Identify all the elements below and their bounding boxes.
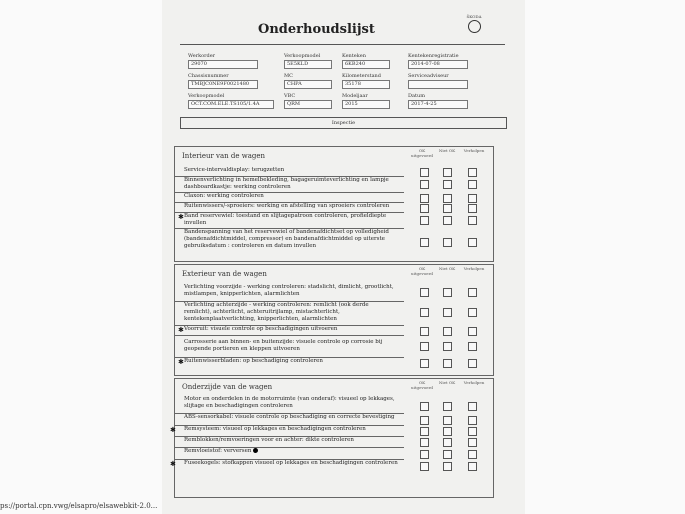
checkbox[interactable] — [468, 204, 477, 213]
priority-star-icon: ✱ — [178, 213, 184, 221]
checkbox[interactable] — [468, 359, 477, 368]
checkbox[interactable] — [420, 359, 429, 368]
checkbox[interactable] — [443, 180, 452, 189]
checklist-row: Band reservewiel: toestand en slijtagepatroon controleren, profieldiepte invullen — [174, 213, 404, 229]
checkbox[interactable] — [443, 216, 452, 225]
section-title-underside: Onderzijde van de wagen — [182, 383, 273, 391]
checklist-row: Claxon: werking controleren — [174, 193, 404, 203]
field-verkoopmodel: Verkoopmodel 5E5KLD — [284, 52, 332, 69]
col-ok-3: OK uitgevoerd — [411, 380, 433, 390]
checkbox[interactable] — [468, 308, 477, 317]
checkbox[interactable] — [468, 402, 477, 411]
checkbox[interactable] — [468, 462, 477, 471]
col-ok-1: OK uitgevoerd — [411, 148, 433, 158]
checklist-row: Carrosserie aan binnen- en buitenzijde: visuele controle op corrosie bij geopende portieren en kleppen uitvoeren — [174, 336, 404, 358]
checkbox[interactable] — [468, 238, 477, 247]
section-title-exterior: Exterieur van de wagen — [182, 270, 267, 278]
checkbox[interactable] — [468, 168, 477, 177]
checklist-row: ABS-sensorkabel: visuele controle op beschadiging en correcte bevestiging — [174, 414, 404, 426]
checkbox[interactable] — [420, 238, 429, 247]
checkbox[interactable] — [468, 416, 477, 425]
checkbox[interactable] — [443, 342, 452, 351]
checkbox[interactable] — [468, 450, 477, 459]
checkbox[interactable] — [468, 327, 477, 336]
field-kentekenregistratie: Kentekenregistratie 2014-07-08 — [408, 52, 468, 69]
checklist-row: Motor en onderdelen in de motorruimte (van onderaf): visueel op lekkages, slijtage en beschadigingen controleren — [174, 396, 404, 414]
checkbox[interactable] — [468, 288, 477, 297]
checkbox[interactable] — [420, 180, 429, 189]
checklist-row: Remsysteem: visueel op lekkages en beschadigingen controleren — [174, 426, 404, 437]
checkbox[interactable] — [420, 462, 429, 471]
checkbox[interactable] — [468, 438, 477, 447]
page-url: ps://portal.cpn.vwg/elsapro/elsawebkit-2.0... — [0, 502, 158, 510]
checklist-row: Service-intervaldisplay: terugzetten — [174, 167, 404, 177]
brand-logo-icon — [468, 20, 481, 33]
checklist-row: Fuseekogels: stofkappen visueel op lekkages en beschadigingen controleren — [184, 460, 398, 466]
checkbox[interactable] — [443, 238, 452, 247]
priority-star-icon: ✱ — [170, 460, 176, 468]
field-kilometerstand: Kilometerstand 35178 — [342, 72, 390, 89]
checkbox[interactable] — [443, 402, 452, 411]
checkbox[interactable] — [443, 359, 452, 368]
col-niet-ok-3: Niet OK — [438, 380, 456, 385]
title-divider — [180, 44, 505, 45]
field-kenteken: Kenteken 6KB240 — [342, 52, 390, 69]
col-verholpen-2: Verholpen — [463, 266, 485, 271]
checklist-row: Verlichting voorzijde - werking controleren: stadslicht, dimlicht, grootlicht, mistlampen, knipperlichten, alarmlichten — [174, 284, 404, 302]
checkbox[interactable] — [420, 438, 429, 447]
checklist-row: Verlichting achterzijde - werking controleren: remlicht (ook derde remlicht), achterlicht, achteruitrijlamp, mistachterlicht, kentekenplaatverlichting, knipperlichten, alarmlichten — [174, 302, 404, 326]
checkbox[interactable] — [443, 462, 452, 471]
checkbox[interactable] — [420, 450, 429, 459]
field-chassisnummer: Chassisnummer TMBJC0NE9F0021480 — [188, 72, 258, 89]
checkbox[interactable] — [443, 327, 452, 336]
maintenance-sheet — [162, 0, 525, 514]
field-modeljaar: Modeljaar 2015 — [342, 92, 390, 109]
checkbox[interactable] — [420, 416, 429, 425]
checkbox[interactable] — [443, 416, 452, 425]
inspection-header: Inspectie — [180, 117, 507, 129]
col-verholpen-1: Verholpen — [463, 148, 485, 153]
field-mc: MC CHPA — [284, 72, 332, 89]
checkbox[interactable] — [420, 427, 429, 436]
priority-star-icon: ✱ — [178, 326, 184, 334]
col-ok-2: OK uitgevoerd — [411, 266, 433, 276]
checkbox[interactable] — [468, 427, 477, 436]
checkbox[interactable] — [420, 308, 429, 317]
checkbox[interactable] — [420, 288, 429, 297]
checkbox[interactable] — [443, 450, 452, 459]
section-title-interior: Interieur van de wagen — [182, 152, 266, 160]
checkbox[interactable] — [443, 288, 452, 297]
col-niet-ok-2: Niet OK — [438, 266, 456, 271]
checkbox[interactable] — [443, 427, 452, 436]
checklist-row: Ruitenwissers/-sproeiers: werking en afstelling van sproeiers controleren — [174, 203, 404, 213]
checklist-row: Remvloeistof: verversen — [174, 448, 404, 460]
priority-star-icon: ✱ — [170, 426, 176, 434]
checklist-row: Voorruit: visuele controle op beschadigingen uitvoeren — [174, 326, 404, 336]
checkbox[interactable] — [420, 327, 429, 336]
checklist-row: Binnenverlichting in hemelbekleding, bagageruimteverlichting en lampje dashboardkastje: werking controleren — [174, 177, 404, 193]
checkbox[interactable] — [420, 402, 429, 411]
document-title: Onderhoudslijst — [258, 22, 375, 37]
col-verholpen-3: Verholpen — [463, 380, 485, 385]
background-left — [0, 0, 162, 514]
checkbox[interactable] — [468, 180, 477, 189]
col-niet-ok-1: Niet OK — [438, 148, 456, 153]
checkbox[interactable] — [468, 342, 477, 351]
checkbox[interactable] — [443, 308, 452, 317]
checkbox[interactable] — [420, 168, 429, 177]
field-werkorder: Werkorder 29070 — [188, 52, 258, 69]
checkbox[interactable] — [443, 168, 452, 177]
checkbox[interactable] — [420, 342, 429, 351]
checklist-row: Ruitenwisserbladen: op beschadiging controleren — [184, 358, 323, 364]
checkbox[interactable] — [420, 194, 429, 203]
checkbox[interactable] — [468, 194, 477, 203]
field-serviceadviseur: Serviceadviseur — [408, 72, 468, 89]
checkbox[interactable] — [443, 438, 452, 447]
checkbox[interactable] — [420, 204, 429, 213]
background-right — [525, 0, 685, 514]
checkbox[interactable] — [468, 216, 477, 225]
bullet-dot-icon — [253, 448, 258, 453]
checklist-row: Remblokken/remvoeringen voor en achter: dikte controleren — [174, 437, 404, 448]
brand-logo — [462, 14, 486, 33]
checkbox[interactable] — [443, 194, 452, 203]
priority-star-icon: ✱ — [178, 358, 184, 366]
brand-label: ŠKODA — [466, 14, 482, 19]
field-vbc: VBC QRM — [284, 92, 332, 109]
checkbox[interactable] — [443, 204, 452, 213]
checklist-row: Bandenspanning van het reservewiel of bandenafdichtset op volledigheid (bandenafdichtmiddel, compressor) en bandenafdichtmiddel op uiterste gebruiksdatum : controleren en datum invullen — [184, 229, 389, 249]
field-verkoopmodel-omschrijving: Verkoopmodel OCT.COM.ELE.TS105/1.4A — [188, 92, 274, 109]
checkbox[interactable] — [420, 216, 429, 225]
field-datum: Datum 2017-4-25 — [408, 92, 468, 109]
